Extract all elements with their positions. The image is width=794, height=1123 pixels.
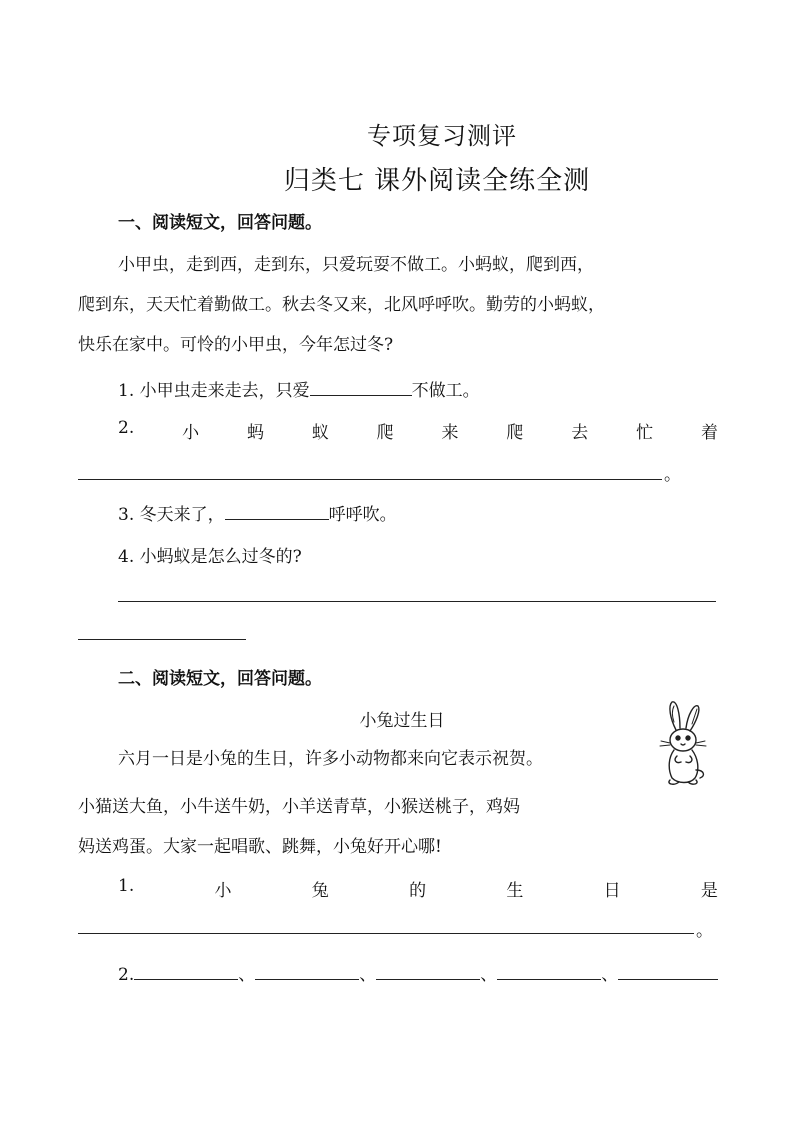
section1-question4: 4. 小蚂蚁是怎么过冬的? [118, 547, 302, 567]
question1-answer-blank[interactable] [310, 379, 412, 396]
s2-question1-end: 。 [696, 921, 713, 941]
s2-question2-separator: 、 [238, 965, 256, 985]
question4-answer-line-1[interactable] [118, 600, 716, 602]
question2-word: 蚂 [246, 423, 264, 443]
question1-suffix: 不做工。 [411, 381, 480, 401]
section2-question1 [118, 876, 718, 901]
section2-passage-line3: 妈送鸡蛋。大家一起唱歌、跳舞，小兔好开心哪! [78, 837, 442, 857]
section1-question2 [118, 418, 718, 443]
s2-question1-word: 小 [214, 881, 232, 901]
question2-word: 忙 [636, 423, 654, 443]
section1-heading: 一、阅读短文，回答问题。 [118, 213, 322, 233]
s2-question2-prefix: 2. [118, 965, 135, 985]
question2-word: 2. [118, 418, 135, 438]
question2-word: 小 [182, 423, 200, 443]
question2-word: 着 [700, 423, 718, 443]
section1-question3 [118, 500, 397, 525]
s2-question1-answer-line[interactable] [78, 932, 694, 934]
s2-question1-word: 兔 [311, 881, 329, 901]
question3-suffix: 呼呼吹。 [328, 505, 397, 525]
section1-passage-line2: 爬到东，天天忙着勤做工。秋去冬又来，北风呼呼吹。勤劳的小蚂蚁， [78, 295, 605, 315]
question3-prefix: 3. 冬天来了， [118, 505, 225, 525]
section2-heading: 二、阅读短文，回答问题。 [118, 669, 322, 689]
question3-answer-blank[interactable] [225, 503, 329, 520]
question2-word: 去 [571, 423, 589, 443]
section2-passage-line1: 六月一日是小兔的生日，许多小动物都来向它表示祝贺。 [118, 749, 543, 769]
s2-question1-word: 1. [118, 876, 135, 896]
section2-question2 [118, 960, 718, 985]
s2-question2-blank-4[interactable] [497, 963, 601, 980]
question4-answer-line-2[interactable] [78, 638, 246, 640]
question2-answer-line[interactable] [78, 478, 662, 480]
page-subtitle: 归类七 课外阅读全练全测 [283, 166, 591, 196]
s2-question1-word: 是 [700, 881, 718, 901]
question1-prefix: 1. 小甲虫走来走去，只爱 [118, 381, 310, 401]
s2-question2-separator: 、 [359, 965, 377, 985]
question2-word: 爬 [376, 423, 394, 443]
page-title: 专项复习测评 [367, 122, 517, 150]
section1-passage-line1: 小甲虫，走到西，走到东，只爱玩耍不做工。小蚂蚁，爬到西， [118, 255, 594, 275]
section1-question1 [118, 376, 480, 401]
question2-word: 蚁 [311, 423, 329, 443]
rabbit-illustration [652, 700, 714, 788]
s2-question2-separator: 、 [480, 965, 498, 985]
s2-question2-blank-5[interactable] [618, 963, 718, 980]
story-title: 小兔过生日 [359, 711, 445, 731]
question2-end: 。 [664, 465, 681, 485]
s2-question2-blank-3[interactable] [376, 963, 480, 980]
question2-word: 爬 [506, 423, 524, 443]
s2-question2-blank-1[interactable] [134, 963, 238, 980]
question2-word: 来 [441, 423, 459, 443]
section2-passage-line2: 小猫送大鱼，小牛送牛奶，小羊送青草，小猴送桃子，鸡妈 [78, 797, 520, 817]
s2-question1-word: 的 [409, 881, 427, 901]
section1-passage-line3: 快乐在家中。可怜的小甲虫，今年怎过冬? [78, 335, 394, 355]
s2-question1-word: 日 [603, 881, 621, 901]
s2-question2-blank-2[interactable] [255, 963, 359, 980]
s2-question1-word: 生 [506, 881, 524, 901]
s2-question2-separator: 、 [601, 965, 619, 985]
